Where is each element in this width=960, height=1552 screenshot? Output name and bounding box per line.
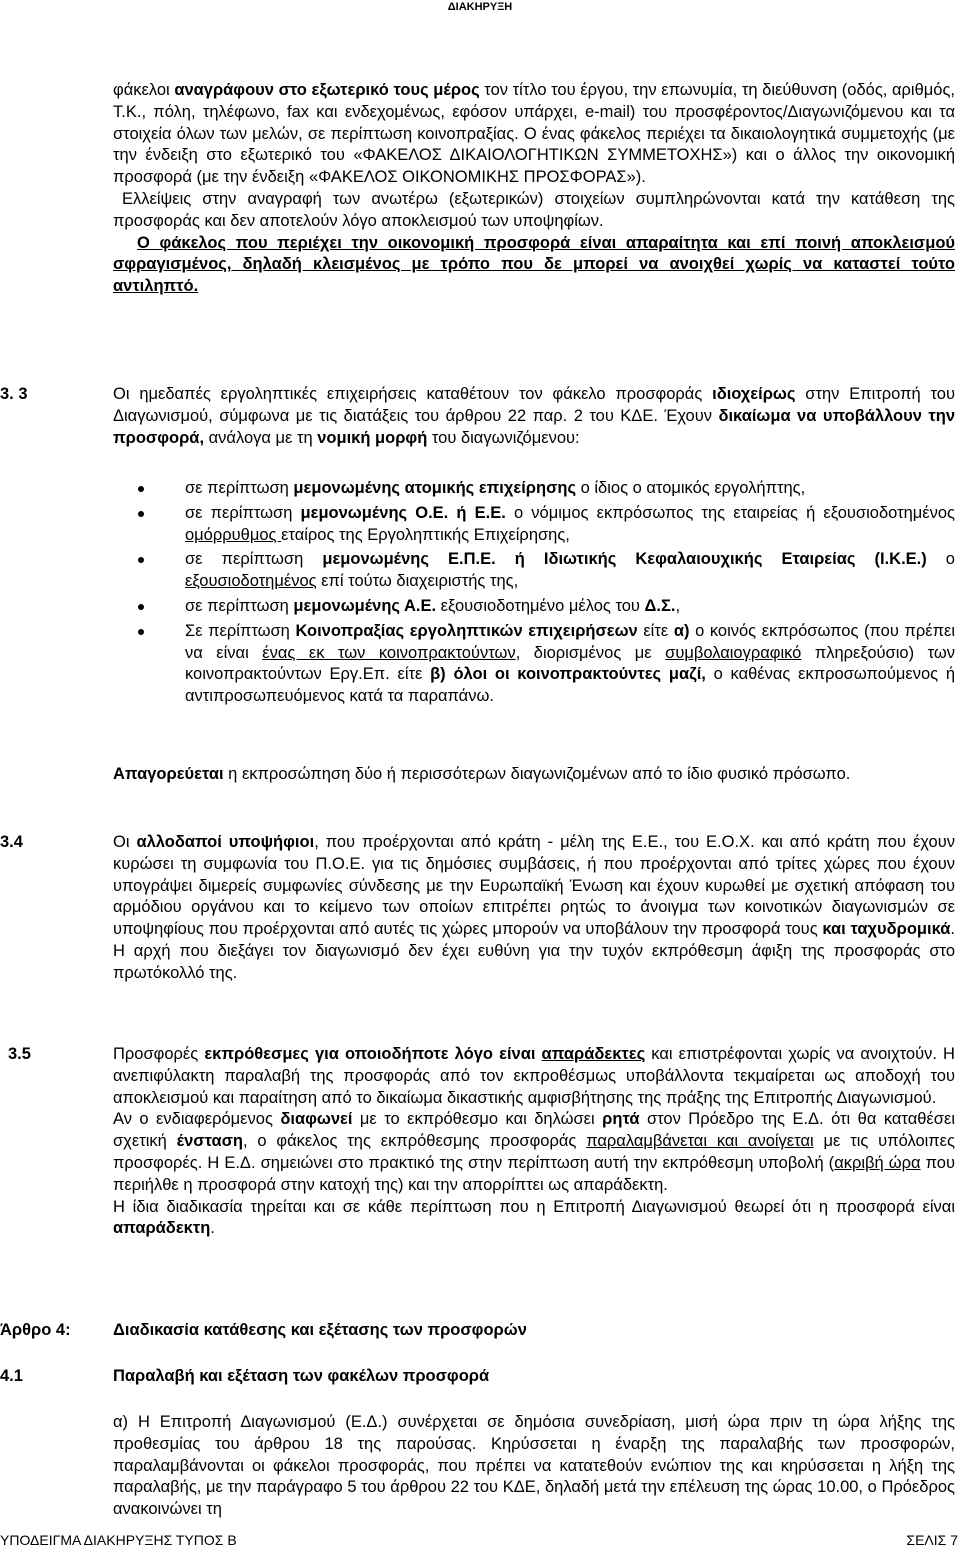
- section-number-3-5: 3.5: [8, 1045, 31, 1063]
- intro-section: [113, 80, 955, 298]
- text-span: στην Επιτροπή του Διαγωνισμού, σύμφωνα με τις διατάξεις του άρθρου 22 παρ. 2 του ΚΔΕ. Έχουν: [113, 385, 956, 425]
- text-span: Οι ημεδαπές εργοληπτικές επιχειρήσεις καταθέτουν τον φάκελο προσφοράς: [113, 385, 713, 403]
- list-item: σε περίπτωση μεμονωμένης Ε.Π.Ε. ή Ιδιωτικής Κεφαλαιουχικής Εταιρείας (Ι.Κ.Ε.) ο εξουσιοδοτημένος επί τούτω διαχειριστής της,: [113, 549, 955, 593]
- page-header: ΔΙΑΚΗΡΥΞΗ: [447, 1, 513, 13]
- text-span: φάκελοι: [113, 81, 175, 99]
- article-4-label: Άρθρο 4:: [0, 1321, 71, 1339]
- text-span: η εκπροσώπηση δύο ή περισσότερων διαγωνιζομένων από το ίδιο φυσικό πρόσωπο.: [223, 765, 851, 783]
- text-span: ανάλογα με τη: [204, 428, 318, 447]
- section-number-3-4: 3.4: [0, 833, 23, 851]
- section-4-1-text: α) Η Επιτροπή Διαγωνισμού (Ε.Δ.) συνέρχεται σε δημόσια συνεδρίαση, μισή ώρα πριν τη ώρα λήξης της προθεσμίας του άρθρου 18 της παρούσας. Κηρύσσεται η έναρξη της παραλαβής των προσφορών, παραλαμβάνονται οι φάκελοι προσφοράς, που πρέπει να κατατεθούν ενώπιον της και κηρύσσεται η λήξη της παραλαβής, με την παράγραφο 5 του άρθρου 22 του ΚΔΕ, δηλαδή μετά την επέλευση της ώρας 10.00, ο Πρόεδρος ανακοινώνει τη: [113, 1413, 955, 1519]
- section-number-3-3: 3. 3: [0, 385, 28, 403]
- section-4-1-title: Παραλαβή και εξέταση των φακέλων προσφορά: [113, 1367, 490, 1385]
- footer-page-number: ΣΕΛΙΣ 7: [906, 1532, 958, 1548]
- list-item: σε περίπτωση μεμονωμένης Ο.Ε. ή Ε.Ε. ο νόμιμος εκπρόσωπος της εταιρείας ή εξουσιοδοτημένος ομόρρυθμος εταίρος της Εργοληπτικής Επιχείρησης,: [113, 503, 955, 547]
- bold-span: δικαίωμα να υποβάλλουν την προσφορά,: [113, 406, 955, 447]
- list-item: σε περίπτωση μεμονωμένης ατομικής επιχείρησης ο ίδιος ο ατομικός εργολήπτης,: [113, 478, 955, 500]
- intro-paragraph-omissions: Ελλείψεις στην αναγραφή των ανωτέρω (εξωτερικών) στοιχείων συμπληρώνονται κατά την κατάθεση της προσφοράς και δεν αποτελούν λόγο αποκλεισμού των υποψηφίων.: [113, 189, 955, 230]
- footer-doc-title: ΥΠΟΔΕΙΓΜΑ ΔΙΑΚΗΡΥΞΗΣ ΤΥΠΟΣ Β: [0, 1532, 237, 1548]
- section-3-4-text: Οι αλλοδαποί υποψήφιοι, που προέρχονται από κράτη - μέλη της Ε.Ε., του Ε.Ο.Χ. και από κράτη που έχουν κυρώσει τη συμφωνία του Π.Ο.Ε. για τις δημόσιες συμβάσεις, ή που προέρχονται από τρίτες χώρες που έχουν υπογράψει διμερείς συμφωνίες σύνδεσης με την Ευρωπαϊκή Ένωση και έχουν κυρωθεί με σχετική απόφαση του αρμόδιου οργάνου και το κείμενο των οποίων επιτρέπει ρητώς το άνοιγμα των κοινοτικών διαγωνισμών σε υποψηφίους που προέρχονται από αυτές τις χώρες μπορούν να υποβάλουν την προσφορά τους και ταχυδρομικά. Η αρχή που διεξάγει τον διαγωνισμό δεν έχει ευθύνη για την τυχόν εκπρόθεσμη άφιξη της προσφοράς στο πρωτόκολλό της.: [113, 833, 956, 982]
- article-4-title: Διαδικασία κατάθεσης και εξέτασης των προσφορών: [113, 1321, 527, 1339]
- bold-span: Απαγορεύεται: [113, 765, 224, 783]
- list-item: Σε περίπτωση Κοινοπραξίας εργοληπτικών επιχειρήσεων είτε α) ο κοινός εκπρόσωπος (που πρέπει να είναι ένας εκ των κοινοπρακτούντων, διορισμένος με συμβολαιογραφικό πληρεξούσιο) των κοινοπρακτούντων Εργ.Επ. είτε β) όλοι οι κοινοπρακτούντες μαζί, ο καθένας εκπροσωπούμενος ή αντιπροσωπευόμενος κατά τα παραπάνω.: [113, 621, 955, 708]
- section-3-3-text: [113, 384, 955, 449]
- list-item: σε περίπτωση μεμονωμένης Α.Ε. εξουσιοδοτημένο μέλος του Δ.Σ.,: [113, 596, 955, 618]
- text-span: του διαγωνιζόμενου:: [427, 428, 580, 447]
- text-span: τον τίτλο του έργου, την επωνυμία, τη διεύθυνση (οδός, αριθμός, Τ.Κ., πόλη, τηλέφωνο, fax και ενδεχομένως, εφόσον υπάρχει, e-mail) του προσφέροντος/Διαγωνιζόμενου και τα στοιχεία όλων των μελών, σε περίπτωση κοινοπραξίας. Ο ένας φάκελος περιέχει τα δικαιολογητικά συμμετοχής (με την ένδειξη στο εξωτερικό του «ΦΑΚΕΛΟΣ ΔΙΚΑΙΟΛΟΓΗΤΙΚΩΝ ΣΥΜΜΕΤΟΧΗΣ») και ο άλλος την οικονομική προσφορά (με την ένδειξη «ΦΑΚΕΛΟΣ ΟΙΚΟΝΟΜΙΚΗΣ ΠΡΟΣΦΟΡΑΣ»).: [113, 81, 955, 187]
- representation-ban: [113, 764, 955, 786]
- intro-paragraph: [113, 80, 955, 189]
- intro-paragraph-sealed: Ο φάκελος που περιέχει την οικονομική προσφορά είναι απαραίτητα και επί ποινή αποκλεισμού σφραγισμένος, δηλαδή κλεισμένος με τρόπο που δε μπορεί να ανοιχθεί χωρίς να καταστεί τούτο αντιληπτό.: [113, 233, 955, 296]
- section-number-4-1: 4.1: [0, 1367, 23, 1385]
- section-3-5-text: Προσφορές εκπρόθεσμες για οποιοδήποτε λόγο είναι απαράδεκτες και επιστρέφονται χωρίς να ανοιχτούν. Η ανεπιφύλακτη παραλαβή της προσφοράς από τον εκπροθέσμως υποβάλλοντα τεκμαίρεται ως αποδοχή του αποκλεισμού και παραίτηση από το δικαίωμα δικαστικής αμφισβήτησης της πράξης της Επιτροπής Διαγωνισμού. Αν ο ενδιαφερόμενος διαφωνεί με το εκπρόθεσμο και δηλώσει ρητά στον Πρόεδρο της Ε.Δ. ότι θα καταθέσει σχετική ένσταση, ο φάκελος της εκπρόθεσμης προσφοράς παραλαμβάνεται και ανοίγεται με τις υπόλοιπες προσφορές. Η Ε.Δ. σημειώνει στο πρακτικό της στην περίπτωση αυτή την εκπρόθεσμη υποβολή (ακριβή ώρα που περιήλθε η προσφορά στην κατοχή της) και την απορρίπτει ως απαράδεκτη. Η ίδια διαδικασία τηρείται και σε κάθε περίπτωση που η Επιτροπή Διαγωνισμού θεωρεί ότι η προσφορά είναι απαράδεκτη.: [113, 1045, 955, 1238]
- bold-span: ιδιοχείρως: [712, 385, 796, 403]
- representation-list: [113, 478, 955, 708]
- bold-span: αναγράφουν στο εξωτερικό τους μέρος: [174, 81, 480, 99]
- bold-span: νομική μορφή: [317, 428, 428, 447]
